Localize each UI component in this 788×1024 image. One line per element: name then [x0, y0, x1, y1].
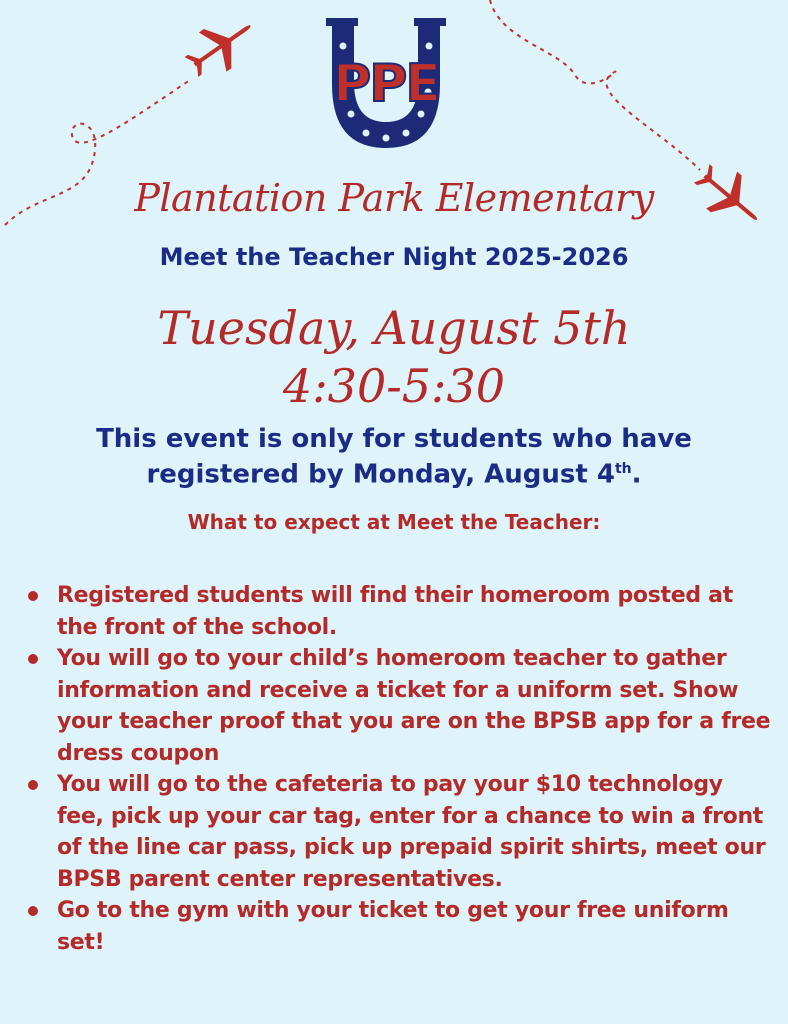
bullet-icon	[28, 654, 38, 664]
notice-period: .	[631, 459, 642, 490]
list-item	[22, 643, 774, 769]
event-date: Tuesday, August 5th	[157, 301, 631, 355]
school-logo	[318, 12, 454, 154]
list-item-text: You will go to your child’s homeroom teacher to gather information and receive a ticket for a uniform set. Show your teacher proof that you are on the BPSB app for a free dress coupon	[57, 646, 771, 766]
notice-text: This event is only for students who have registered by Monday, August 4	[96, 424, 692, 490]
list-item-text: You will go to the cafeteria to pay your $10 technology fee, pick up your car tag, enter for a chance to win a front of the line car pass, pick up prepaid spirit shirts, meet our BPSB parent center representatives.	[57, 772, 766, 892]
bullet-icon	[28, 780, 38, 790]
airplane-icon	[178, 6, 265, 87]
list-item	[22, 769, 774, 895]
notice-ordinal: th	[614, 461, 632, 477]
expectations-list	[22, 580, 774, 958]
school-name: Plantation Park Elementary	[134, 176, 654, 220]
bullet-icon	[28, 591, 38, 601]
list-item-text: Go to the gym with your ticket to get your free uniform set!	[57, 898, 729, 955]
expect-heading: What to expect at Meet the Teacher:	[187, 510, 601, 534]
event-title: Meet the Teacher Night 2025-2026	[159, 243, 629, 271]
list-item	[22, 580, 774, 643]
list-item	[22, 895, 774, 958]
registration-notice	[40, 424, 748, 490]
list-item-text: Registered students will find their homeroom posted at the front of the school.	[57, 583, 733, 640]
event-time: 4:30-5:30	[282, 359, 506, 413]
bullet-icon	[28, 906, 38, 916]
dotted-flight-path	[490, 0, 700, 170]
logo-text: PPE	[333, 54, 439, 114]
